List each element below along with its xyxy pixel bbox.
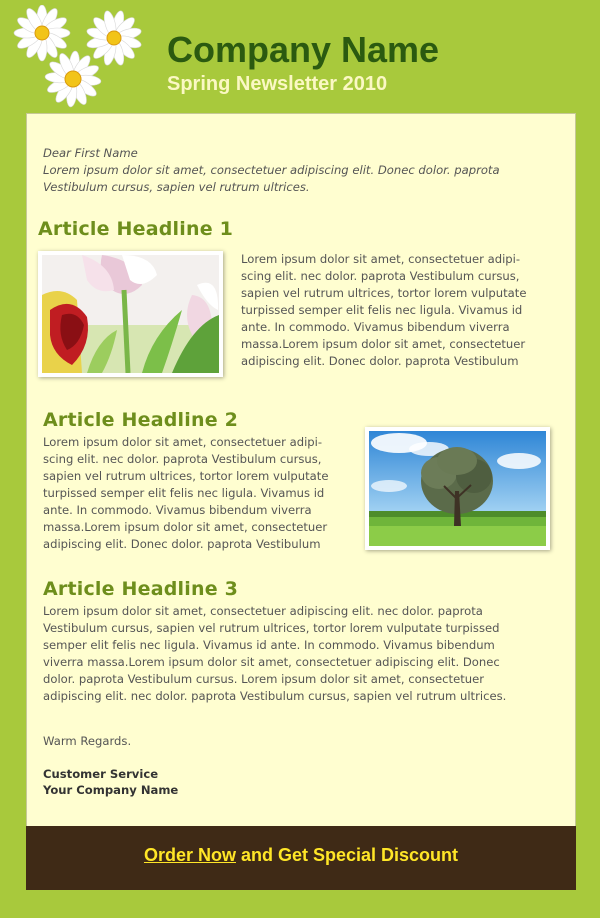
signature-line: Customer Service	[43, 767, 159, 781]
article-1-headline: Article Headline 1	[38, 218, 234, 240]
article-1-line: sapien vel rutrum ultrices, tortor lorem vulputate	[241, 286, 527, 300]
article-2-line: scing elit. nec dolor. paprota Vestibulum cursus,	[43, 452, 322, 466]
company-name: Company Name	[167, 29, 440, 70]
article-1-image	[38, 251, 223, 377]
article-2-body	[43, 434, 328, 553]
article-2-line: sapien vel rutrum ultrices, tortor lorem vulputate	[43, 469, 329, 483]
footer-banner	[26, 826, 576, 890]
article-2-headline: Article Headline 2	[43, 409, 239, 431]
article-3-line: adipiscing elit. nec dolor. paprota Vestibulum cursus, sapien vel rutrum ultrices.	[43, 689, 507, 703]
newsletter-body	[26, 113, 576, 827]
article-3-headline: Article Headline 3	[43, 578, 239, 600]
tulips-photo-icon	[42, 255, 219, 373]
article-3-line: semper elit felis nec ligula. Vivamus id ante. In commodo. Vivamus bibendum	[43, 638, 495, 652]
greeting	[43, 145, 563, 196]
newsletter-subtitle: Spring Newsletter 2010	[167, 73, 388, 95]
signature-company: Your Company Name	[43, 783, 179, 797]
article-3-line: viverra massa.Lorem ipsum dolor sit amet, consectetuer adipiscing elit. Donec	[43, 655, 500, 669]
warm-regards: Warm Regards.	[43, 734, 132, 748]
footer-cta-text: and Get Special Discount	[235, 845, 459, 865]
footer-cta	[26, 845, 576, 866]
article-2-line: adipiscing elit. Donec dolor. paprota Vestibulum	[43, 537, 321, 551]
greeting-line: Vestibulum cursus, sapien vel rutrum ultrices.	[43, 180, 310, 194]
article-2-image	[365, 427, 550, 550]
daisy-flowers-icon	[10, 5, 150, 115]
greeting-salutation: Dear First Name	[43, 146, 138, 160]
article-1-body	[241, 251, 526, 370]
newsletter-header	[0, 0, 600, 113]
article-1-line: Lorem ipsum dolor sit amet, consectetuer adipi-	[241, 252, 521, 266]
greeting-line: Lorem ipsum dolor sit amet, consectetuer adipiscing elit. Donec dolor. paprota	[43, 163, 500, 177]
article-2-line: ante. In commodo. Vivamus bibendum viverra	[43, 503, 312, 517]
article-2-line: massa.Lorem ipsum dolor sit amet, consectetuer	[43, 520, 328, 534]
article-3-line: dolor. paprota Vestibulum cursus. Lorem ipsum dolor sit amet, consectetuer	[43, 672, 485, 686]
article-1-line: ante. In commodo. Vivamus bibendum viverra	[241, 320, 510, 334]
article-1-line: massa.Lorem ipsum dolor sit amet, consectetuer	[241, 337, 526, 351]
order-now-link[interactable]: Order Now	[143, 845, 236, 865]
article-3-line: Lorem ipsum dolor sit amet, consectetuer adipiscing elit. nec dolor. paprota	[43, 604, 483, 618]
article-3-body	[43, 603, 506, 705]
tree-field-photo-icon	[369, 431, 546, 546]
article-3-line: Vestibulum cursus, sapien vel rutrum ultrices, tortor lorem vulputate turpissed	[43, 621, 500, 635]
article-1-line: adipiscing elit. Donec dolor. paprota Vestibulum	[241, 354, 519, 368]
article-2-line: turpissed semper elit felis nec ligula. Vivamus id	[43, 486, 325, 500]
article-1-line: turpissed semper elit felis nec ligula. Vivamus id	[241, 303, 523, 317]
article-1-line: scing elit. nec dolor. paprota Vestibulum cursus,	[241, 269, 520, 283]
article-2-line: Lorem ipsum dolor sit amet, consectetuer adipi-	[43, 435, 323, 449]
